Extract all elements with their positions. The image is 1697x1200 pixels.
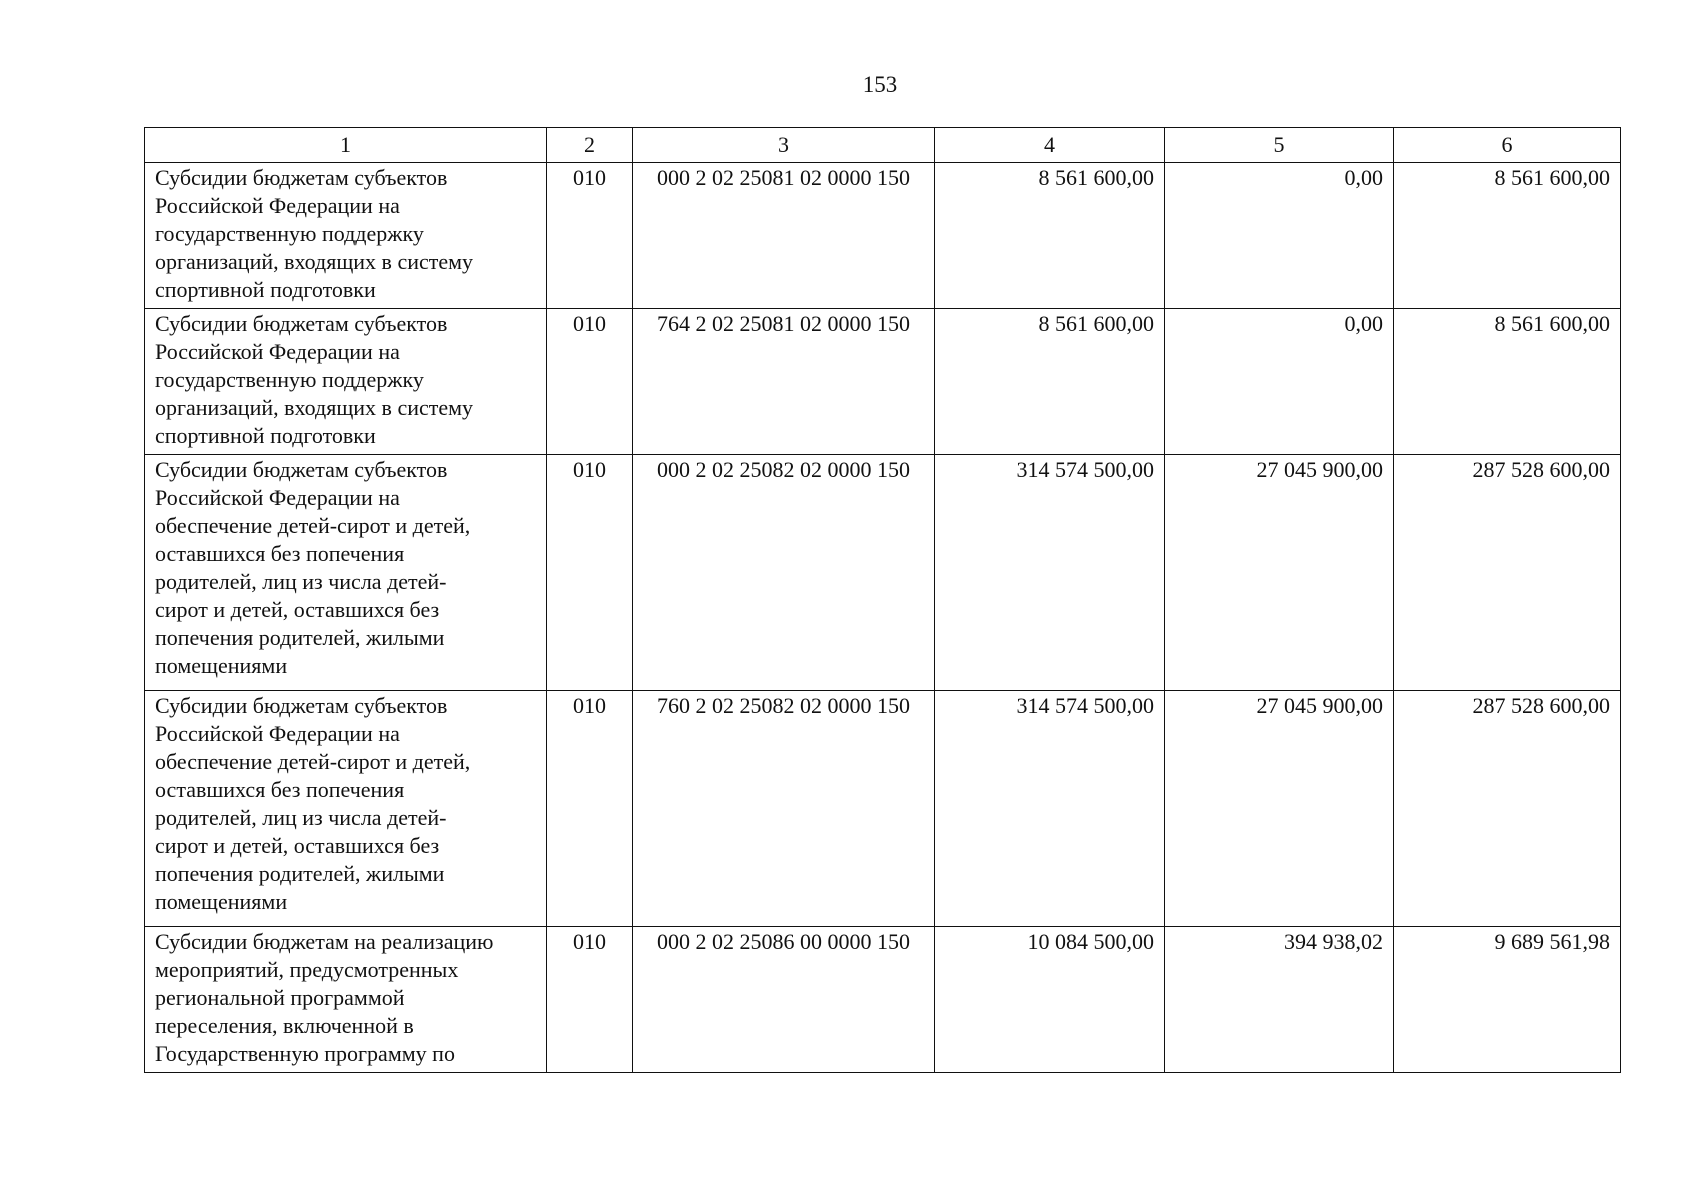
description-line: государственную поддержку (155, 221, 424, 246)
table-row (145, 691, 1621, 927)
row-description (145, 455, 547, 691)
description-line: Российской Федерации на (155, 339, 400, 364)
table-row (145, 163, 1621, 309)
description-line: помещениями (155, 889, 288, 914)
description-line: оставшихся без попечения (155, 541, 405, 566)
page-number: 153 (862, 72, 898, 97)
admin-code-cell: 010 (547, 691, 633, 927)
table-row (145, 927, 1621, 1073)
description-line: мероприятий, предусмотренных (155, 957, 459, 982)
amount-col6-cell: 287 528 600,00 (1394, 691, 1621, 927)
description-line: попечения родителей, жилыми (155, 625, 445, 650)
amount-col5-cell: 27 045 900,00 (1165, 691, 1394, 927)
budget-code-cell: 760 2 02 25082 02 0000 150 (633, 691, 935, 927)
header-row (145, 128, 1621, 163)
row-description (145, 927, 547, 1073)
description-line: переселения, включенной в (155, 1013, 414, 1038)
description-line: региональной программой (155, 985, 405, 1010)
amount-col6-cell: 287 528 600,00 (1394, 455, 1621, 691)
table-row (145, 309, 1621, 455)
description-line: оставшихся без попечения (155, 777, 405, 802)
amount-col5-cell: 27 045 900,00 (1165, 455, 1394, 691)
description-line: Государственную программу по (155, 1041, 455, 1066)
admin-code-cell: 010 (547, 455, 633, 691)
budget-code-cell: 000 2 02 25081 02 0000 150 (633, 163, 935, 309)
row-description (145, 309, 547, 455)
amount-col4-cell: 8 561 600,00 (935, 163, 1165, 309)
row-description (145, 691, 547, 927)
budget-code-cell: 764 2 02 25081 02 0000 150 (633, 309, 935, 455)
description-line: организаций, входящих в систему (155, 395, 474, 420)
description-line: Субсидии бюджетам на реализацию (155, 929, 494, 954)
column-header-4: 4 (935, 128, 1165, 163)
amount-col4-cell: 10 084 500,00 (935, 927, 1165, 1073)
description-line: Субсидии бюджетам субъектов (155, 165, 448, 190)
amount-col4-cell: 8 561 600,00 (935, 309, 1165, 455)
description-line: спортивной подготовки (155, 277, 376, 302)
amount-col6-cell: 8 561 600,00 (1394, 163, 1621, 309)
description-line: Субсидии бюджетам субъектов (155, 693, 448, 718)
amount-col5-cell: 0,00 (1165, 163, 1394, 309)
row-description (145, 163, 547, 309)
description-line: Субсидии бюджетам субъектов (155, 311, 448, 336)
column-header-6: 6 (1394, 128, 1621, 163)
budget-code-cell: 000 2 02 25082 02 0000 150 (633, 455, 935, 691)
admin-code-cell: 010 (547, 163, 633, 309)
column-header-2: 2 (547, 128, 633, 163)
amount-col4-cell: 314 574 500,00 (935, 691, 1165, 927)
budget-table (144, 127, 1621, 1073)
description-line: обеспечение детей-сирот и детей, (155, 513, 471, 538)
column-header-1: 1 (145, 128, 547, 163)
description-line: Российской Федерации на (155, 721, 400, 746)
amount-col6-cell: 8 561 600,00 (1394, 309, 1621, 455)
description-line: сирот и детей, оставшихся без (155, 597, 440, 622)
description-line: спортивной подготовки (155, 423, 376, 448)
description-line: родителей, лиц из числа детей- (155, 569, 447, 594)
admin-code-cell: 010 (547, 927, 633, 1073)
budget-code-cell: 000 2 02 25086 00 0000 150 (633, 927, 935, 1073)
description-line: сирот и детей, оставшихся без (155, 833, 440, 858)
amount-col5-cell: 0,00 (1165, 309, 1394, 455)
description-line: обеспечение детей-сирот и детей, (155, 749, 471, 774)
description-line: Российской Федерации на (155, 193, 400, 218)
column-header-5: 5 (1165, 128, 1394, 163)
description-line: государственную поддержку (155, 367, 424, 392)
amount-col5-cell: 394 938,02 (1165, 927, 1394, 1073)
description-line: Российской Федерации на (155, 485, 400, 510)
description-line: помещениями (155, 653, 288, 678)
description-line: Субсидии бюджетам субъектов (155, 457, 448, 482)
column-header-3: 3 (633, 128, 935, 163)
table-row (145, 455, 1621, 691)
amount-col6-cell: 9 689 561,98 (1394, 927, 1621, 1073)
description-line: родителей, лиц из числа детей- (155, 805, 447, 830)
admin-code-cell: 010 (547, 309, 633, 455)
description-line: попечения родителей, жилыми (155, 861, 445, 886)
description-line: организаций, входящих в систему (155, 249, 474, 274)
amount-col4-cell: 314 574 500,00 (935, 455, 1165, 691)
